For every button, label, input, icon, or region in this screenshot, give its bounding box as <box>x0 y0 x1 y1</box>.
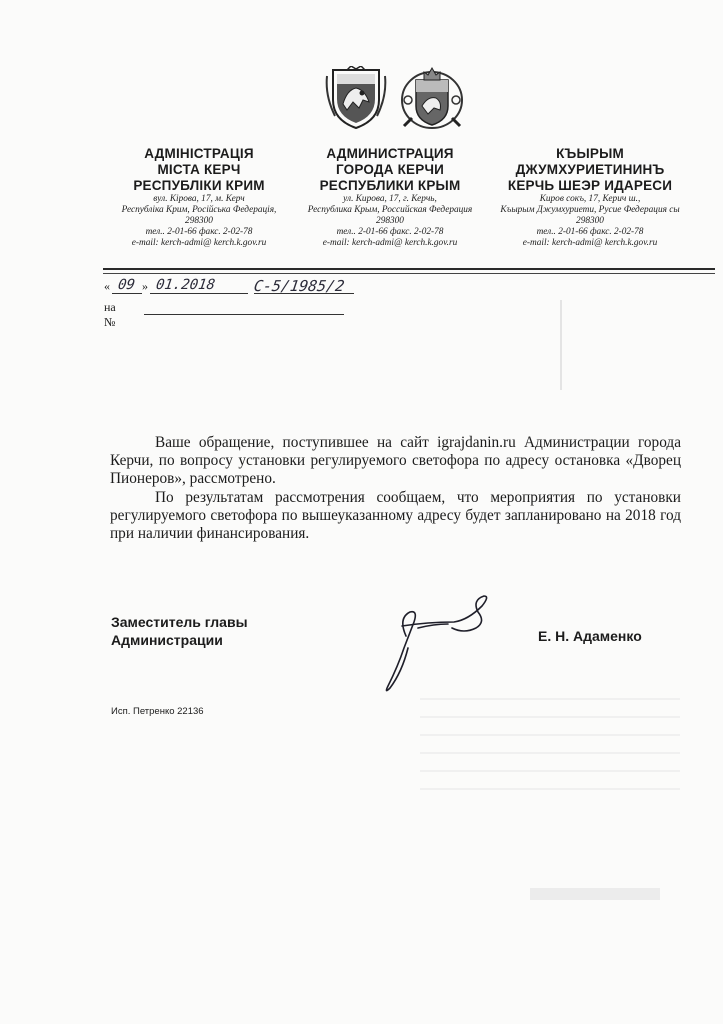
incoming-number-underline <box>144 314 344 315</box>
header-divider-thin <box>103 273 715 274</box>
org-title-line: АДМІНІСТРАЦІЯ <box>144 146 254 161</box>
address-line: вул. Кірова, 17, м. Керч <box>153 194 245 204</box>
email: e-mail: kerch-admi@ kerch.k.gov.ru <box>131 238 267 248</box>
signatory-name: Е. Н. Адаменко <box>538 628 642 644</box>
handwritten-signature-icon <box>358 588 508 698</box>
org-title-line: КЕРЧЬ ШЕЭР ИДАРЕСИ <box>507 178 673 193</box>
org-title-line: РЕСПУБЛІКИ КРИМ <box>133 178 265 193</box>
kerch-coat-of-arms-icon <box>398 62 466 132</box>
header-ukrainian <box>96 146 302 249</box>
position-line: Администрации <box>111 632 223 648</box>
date-day-underline <box>112 293 142 294</box>
org-title-line: АДМИНИСТРАЦИЯ <box>326 146 454 161</box>
bleed-through-text <box>420 690 680 800</box>
phone-fax: тел.. 2-01-66 факс. 2-02-78 <box>145 227 253 237</box>
letter-body <box>110 434 681 543</box>
outgoing-number-handwritten: С-5/1985/2 <box>252 277 346 295</box>
postcode: 298300 <box>376 216 404 226</box>
email: e-mail: kerch-admi@ kerch.k.gov.ru <box>322 238 458 248</box>
org-title-line: РЕСПУБЛИКИ КРЫМ <box>319 178 461 193</box>
address-line: ул. Кирова, 17, г. Керчь, <box>343 194 437 204</box>
bleed-through-name <box>530 888 660 900</box>
position-line: Заместитель главы <box>111 614 248 630</box>
signatory-position <box>111 613 248 649</box>
date-close-quote: » <box>142 279 148 293</box>
org-title-line: МІСТА КЕРЧ <box>157 162 241 177</box>
email: e-mail: kerch-admi@ kerch.k.gov.ru <box>522 238 658 248</box>
date-open-quote: « <box>104 279 110 293</box>
address-line: Киров сокъ, 17, Керич ш., <box>539 194 641 204</box>
address-line: Республика Крым, Российская Федерация <box>307 205 473 215</box>
header-crimean-tatar <box>490 146 690 249</box>
address-line: Республіка Крим, Російська Федерація, <box>121 205 277 215</box>
phone-fax: тел.. 2-01-66 факс. 2-02-78 <box>336 227 444 237</box>
number-underline <box>254 293 354 294</box>
postcode: 298300 <box>185 216 213 226</box>
header-russian <box>290 146 490 249</box>
body-paragraph: Ваше обращение, поступившее на сайт igrajdanin.ru Администрации города Керчи, по вопросу установки регулируемого светофора по адресу остановка «Дворец Пионеров», рассмотрено. <box>110 434 681 488</box>
org-title-line: ГОРОДА КЕРЧИ <box>335 162 445 177</box>
crimea-coat-of-arms-icon <box>325 66 387 130</box>
phone-fax: тел.. 2-01-66 факс. 2-02-78 <box>536 227 644 237</box>
address-line: Къырым Джумхуриети, Русие Федерация сы <box>500 205 680 215</box>
org-title-line: КЪЫРЫМ <box>556 146 624 161</box>
body-paragraph: По результатам рассмотрения сообщаем, что мероприятия по установки регулируемого светофора по вышеуказанному адресу будет запланировано на 2018 год при наличии финансирования. <box>110 488 681 543</box>
header-divider <box>103 268 715 270</box>
org-title-line: ДЖУМХУРИЕТИНИНЪ <box>515 162 665 177</box>
incoming-number-label: на № <box>104 300 116 329</box>
executor-note: Исп. Петренко 22136 <box>111 706 204 717</box>
date-underline <box>150 293 248 294</box>
date-day-handwritten: 09 <box>116 277 136 293</box>
bleed-through-mark <box>560 300 702 390</box>
date-month-year-handwritten: 01.2018 <box>154 277 217 293</box>
postcode: 298300 <box>576 216 604 226</box>
